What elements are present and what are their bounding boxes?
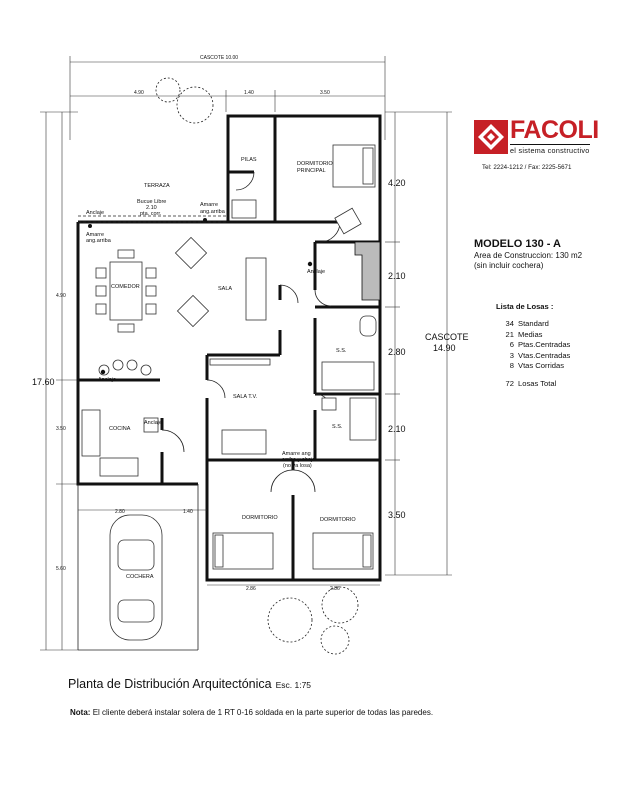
plan-caption: [68, 677, 311, 691]
dim-left-b: 3.50: [56, 426, 66, 432]
note-anclaje-sala: Anclaje: [307, 269, 326, 275]
note-amarre-terraza-2: ang.arriba: [200, 209, 225, 215]
dim-cascote-right-2: 14.90: [433, 343, 456, 353]
losas-total: 72 Losas Total: [505, 378, 557, 388]
losas-item: 8 Vtas Corridas: [509, 361, 565, 370]
dimension-lines-left: [32, 112, 78, 650]
company-logo: [472, 116, 599, 176]
dim-cascote-top: CASCOTE 10.00: [200, 55, 239, 61]
room-terraza: TERRAZA: [144, 183, 170, 189]
dim-right-1: 4.20: [388, 178, 406, 188]
note-anclaje-comedor: Anclaje: [98, 377, 117, 383]
room-sala: SALA: [218, 286, 233, 292]
note-bucue-1: Bucue Libre: [137, 199, 167, 205]
room-cocina: COCINA: [109, 426, 131, 432]
dim-left-a: 4.90: [56, 293, 66, 299]
losas-list: [496, 302, 616, 389]
dim-left-c: 5.60: [56, 566, 66, 572]
note-amarre-ang-3: (no va losa): [283, 463, 312, 469]
dim-top-a: 4.90: [134, 90, 144, 96]
losas-heading: Lista de Losas :: [496, 302, 554, 311]
model-area: Area de Construccion: 130 m2: [474, 251, 583, 260]
note-anclaje-cocina: Anclaje: [144, 420, 163, 426]
note-prefix: Nota:: [70, 708, 91, 717]
plan-title: Planta de Distribución Arquitectónica: [68, 677, 272, 691]
room-pilas: PILAS: [241, 157, 257, 163]
dim-left-total: 17.60: [32, 377, 55, 387]
dim-bottom-a: 2.86: [246, 586, 256, 592]
dim-right-5: 3.50: [388, 510, 406, 520]
room-dormitorio-1: DORMITORIO: [242, 515, 278, 521]
dim-mid-a: 2.80: [115, 509, 125, 515]
room-dormitorio-principal-2: PRINCIPAL: [297, 168, 326, 174]
note-amarre-1: Amarre: [86, 232, 105, 238]
room-bano-2: S.S.: [332, 424, 343, 430]
losas-item: 34 Standard: [505, 319, 549, 328]
dim-cascote-right-1: CASCOTE: [425, 332, 469, 342]
room-dormitorio-principal-1: DORMITORIO: [297, 161, 333, 167]
model-title: MODELO 130 - A: [474, 238, 561, 250]
plan-note: [70, 708, 433, 717]
losas-item: 6 Ptas.Centradas: [509, 340, 571, 349]
note-body: El cliente deberá instalar solera de 1 RT 0-16 soldada en la parte superior de todas las paredes.: [92, 708, 434, 717]
dim-top-c: 3.50: [320, 90, 330, 96]
room-bano-1: S.S.: [336, 348, 347, 354]
note-bucue-3: pta. corr.: [140, 211, 162, 217]
dim-right-2: 2.10: [388, 271, 406, 281]
note-bucue-2: 2.10: [146, 205, 157, 211]
company-name: FACOLI: [510, 116, 599, 144]
note-amarre-ang-2: arriba y abajo: [282, 457, 316, 463]
note-anclaje-terraza: Anclaje: [86, 210, 105, 216]
note-amarre-ang-1: Amarre ang: [282, 451, 311, 457]
note-amarre-2: ang.arriba: [86, 238, 111, 244]
room-dormitorio-2: DORMITORIO: [320, 517, 356, 523]
plan-scale: Esc. 1:75: [275, 680, 312, 690]
room-cochera: COCHERA: [126, 574, 154, 580]
dim-right-3: 2.80: [388, 347, 406, 357]
dim-top-b: 1.40: [244, 90, 254, 96]
room-sala-tv: SALA T.V.: [233, 394, 258, 400]
company-tagline: el sistema constructivo: [510, 146, 590, 155]
dimension-lines-right: [385, 112, 469, 575]
model-info: [474, 238, 614, 270]
losas-item: 3 Vtas.Centradas: [509, 350, 571, 360]
model-area-note: (sin incluir cochera): [474, 261, 544, 270]
company-phones: Tel: 2224-1212 / Fax: 2225-5671: [482, 164, 572, 171]
dim-right-4: 2.10: [388, 424, 406, 434]
note-amarre-terraza-1: Amarre: [200, 202, 219, 208]
dim-bottom-b: 2.86: [330, 586, 340, 592]
room-comedor: COMEDOR: [111, 284, 140, 290]
dim-mid-b: 1.40: [183, 509, 193, 515]
facoli-logo-icon: [472, 118, 510, 156]
losas-item: 21 Medias: [505, 329, 543, 339]
